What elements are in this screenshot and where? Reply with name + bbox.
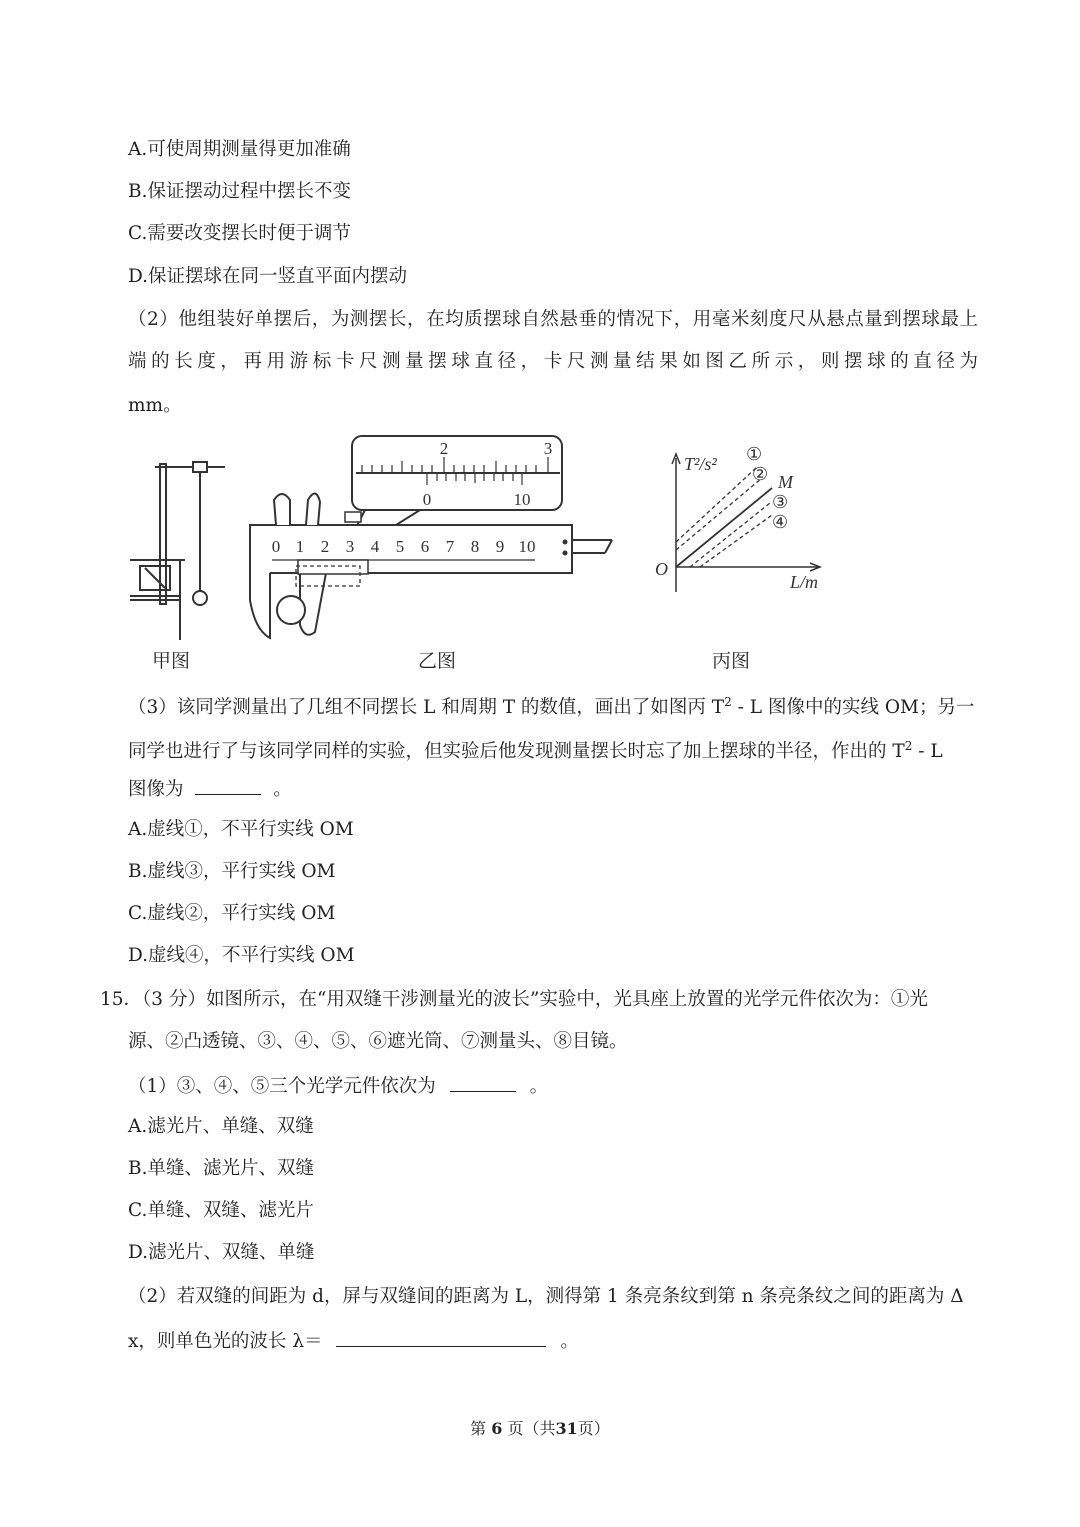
- q14-part2-line1: （2）他组装好单摆后，为测摆长，在均质摆球自然悬垂的情况下，用毫米刻度尺从悬点量到摆球最上: [128, 309, 978, 330]
- caption-bing: 丙图: [712, 650, 751, 672]
- pendulum-stand-figure: [130, 462, 225, 640]
- caption-yi: 乙图: [418, 650, 457, 672]
- q14-part3-line2: 同学也进行了与该同学同样的实验，但实验后他发现测量摆长时忘了加上摆球的半径，作出的 $T^2$ - L: [128, 739, 943, 763]
- scale-label: 8: [470, 537, 480, 556]
- dashed-line-4: [700, 515, 772, 567]
- origin-label: O: [655, 559, 668, 579]
- answer-blank: [336, 1328, 546, 1347]
- q3-option-b: B.虚线③，平行实线 OM: [128, 861, 336, 882]
- scale-label: 7: [445, 537, 455, 556]
- q14-part3-line3: 图像为 。: [128, 776, 292, 802]
- answer-blank: [195, 776, 261, 795]
- dashed-line-3: [690, 503, 770, 567]
- answer-blank: [450, 1073, 516, 1092]
- zoom-vernier-label: 0: [422, 490, 432, 509]
- scale-label: 0: [271, 537, 281, 556]
- zoom-vernier-label: 10: [513, 490, 531, 509]
- q15-line2: 源、②凸透镜、③、④、⑤、⑥遮光筒、⑦测量头、⑧目镜。: [128, 1031, 628, 1052]
- scale-label: 4: [370, 537, 380, 556]
- dashed-label-1: ①: [746, 444, 763, 464]
- scale-label: 10: [518, 537, 536, 556]
- q15-part1: （1）③、④、⑤三个光学元件依次为 。: [128, 1073, 548, 1099]
- vernier-caliper-figure: [250, 436, 612, 638]
- figure-panel: [0, 430, 1080, 645]
- q15-option-d: D.滤光片、双缝、单缝: [128, 1242, 315, 1263]
- zoom-main-label: 3: [543, 439, 553, 458]
- dashed-line-2: [676, 478, 762, 550]
- q3-option-c: C.虚线②，平行实线 OM: [128, 903, 336, 924]
- q14-part2-line2: 端的长度，再用游标卡尺测量摆球直径，卡尺测量结果如图乙所示，则摆球的直径为: [128, 351, 978, 372]
- q15-option-a: A.滤光片、单缝、双缝: [128, 1116, 314, 1137]
- q3-option-d: D.虚线④，不平行实线 OM: [128, 945, 355, 966]
- total-pages: 31: [555, 1419, 578, 1438]
- scale-label: 2: [320, 537, 330, 556]
- page-number: 6: [491, 1419, 503, 1438]
- option-a: A.可使周期测量得更加准确: [128, 139, 351, 160]
- option-d: D.保证摆球在同一竖直平面内摆动: [128, 266, 408, 287]
- scale-label: 5: [395, 537, 405, 556]
- scale-label: 1: [295, 537, 305, 556]
- q14-part3-line1: （3）该同学测量出了几组不同摆长 L 和周期 T 的数值，画出了如图丙 $T^2$ - L 图像中的实线 OM；另一: [128, 695, 975, 719]
- q3-option-a: A.虚线①，不平行实线 OM: [128, 819, 354, 840]
- scale-label: 9: [495, 537, 505, 556]
- q15-option-b: B.单缝、滤光片、双缝: [128, 1158, 314, 1179]
- zoom-main-label: 2: [439, 439, 449, 458]
- q14-part2-line3: mm。: [128, 395, 182, 416]
- scale-label: 3: [345, 537, 355, 556]
- dashed-label-2: ②: [752, 464, 769, 484]
- dashed-line-1: [676, 468, 756, 542]
- solid-line-om: [676, 488, 772, 567]
- q15-line1: 15．（3 分）如图所示，在“用双缝干涉测量光的波长”实验中，光具座上放置的光学元件依次为：①光: [100, 989, 928, 1010]
- caption-jia: 甲图: [152, 650, 191, 672]
- dashed-label-4: ④: [772, 512, 789, 532]
- q15-option-c: C.单缝、双缝、滤光片: [128, 1200, 314, 1221]
- line-m-label: M: [778, 472, 793, 492]
- page-footer: 第 6 页（共31页）: [470, 1419, 610, 1438]
- scale-label: 6: [420, 537, 430, 556]
- q15-part2-line2: x，则单色光的波长 λ＝ 。: [128, 1328, 579, 1354]
- dashed-label-3: ③: [772, 492, 789, 512]
- option-b: B.保证摆动过程中摆长不变: [128, 181, 351, 202]
- x-axis-label: L/m: [790, 572, 819, 592]
- y-axis-label: T²/s²: [684, 454, 717, 474]
- q15-part2-line1: （2）若双缝的间距为 d，屏与双缝间的距离为 L，测得第 1 条亮条纹到第 n 条亮条纹之间的距离为 Δ: [128, 1286, 964, 1307]
- option-c: C.需要改变摆长时便于调节: [128, 223, 351, 244]
